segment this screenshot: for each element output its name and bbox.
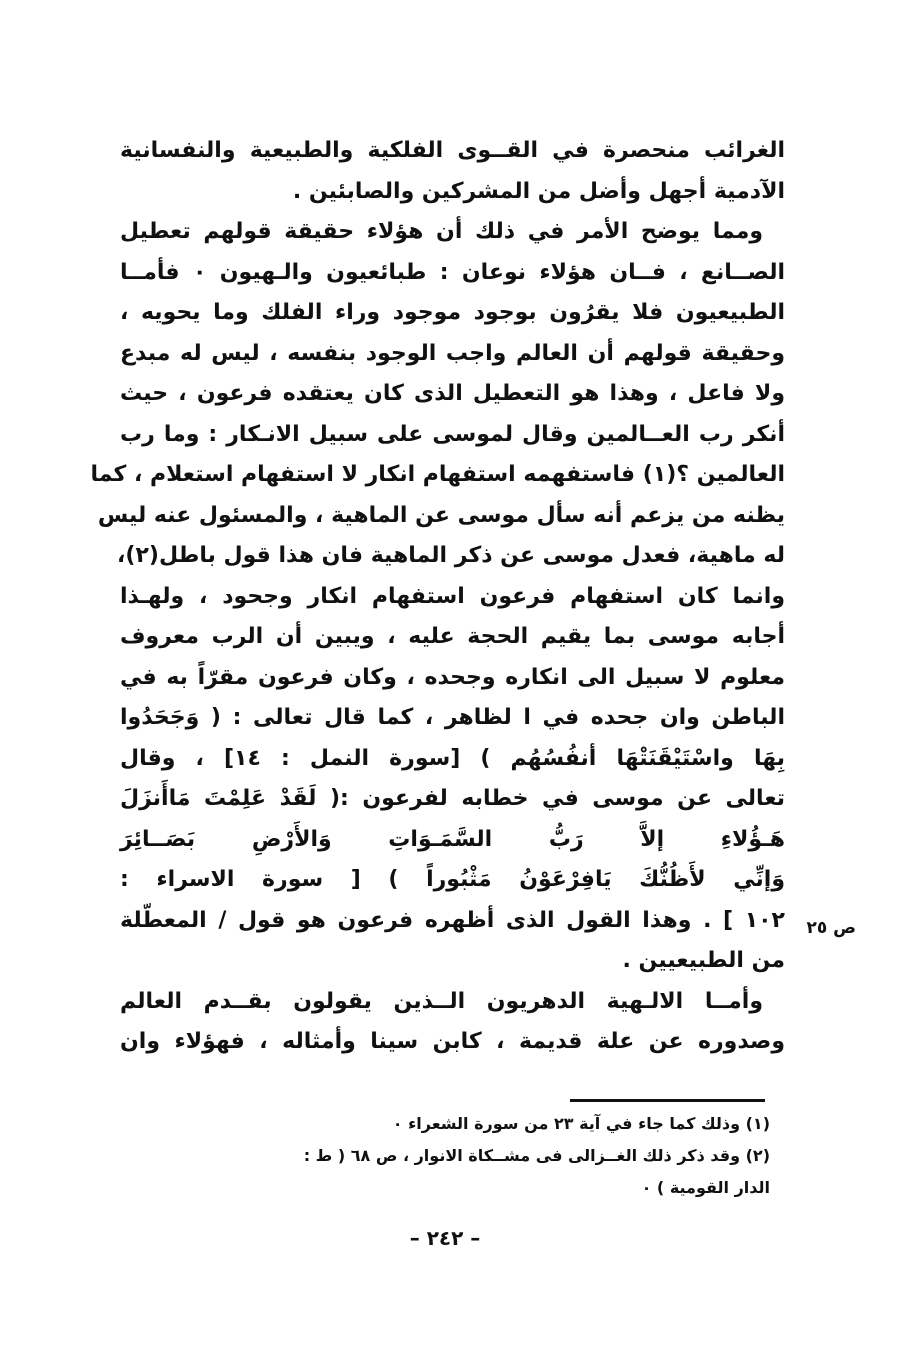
- body-line: أجابه موسى بما يقيم الحجة عليه ، ويبين أن الرب معروف: [120, 624, 785, 649]
- body-line: ولا فاعل ، وهذا هو التعطيل الذى كان يعتقده فرعون ، حيث: [120, 381, 785, 406]
- body-line: العالمين ؟(١) فاستفهمه استفهام انكار لا استفهام استعلام ، كما: [90, 462, 785, 487]
- body-line: الطبيعيون فلا يقرُون بوجود موجود وراء الفلك وما يحويه ،: [120, 300, 785, 325]
- body-line: من الطبيعيين .: [622, 948, 785, 973]
- body-line: تعالى عن موسى في خطابه لفرعون :( لَقَدْ عَلِمْتَ مَاأَنزَلَ: [120, 786, 785, 811]
- footnotes: [120, 1108, 770, 1204]
- body-line: هَـؤُلاءِ إلاَّ رَبُّ السَّمَـوَاتِ وَالأَرْضِ بَصَــائِرَ: [120, 826, 785, 852]
- body-line: بِهَا واسْتَيْقَنَتْهَا أنفُسُهُم ) [سورة النمل : ١٤] ، وقال: [120, 745, 785, 771]
- footnote: (٢) وقد ذكر ذلك الغــزالى فى مشــكاة الانوار ، ص ٦٨ ( ط :: [303, 1146, 770, 1165]
- page-number: – ٢٤٢ –: [409, 1226, 481, 1250]
- footnote: (١) وذلك كما جاء في آية ٢٣ من سورة الشعراء ٠: [392, 1114, 770, 1133]
- body-line: يظنه من يزعم أنه سأل موسى عن الماهية ، والمسئول عنه ليس: [97, 502, 785, 528]
- body-line: وَإنِّي لأَظُنُّكَ يَافِرْعَوْنُ مَثْبُوراً ) [ سورة الاسراء :: [120, 867, 785, 892]
- body-line: الآدمية أجهل وأضل من المشركين والصابئين .: [292, 178, 785, 204]
- body-line: أنكر رب العــالمين وقال لموسى على سبيل الانـكار : وما رب: [120, 421, 785, 447]
- body-line: الصــانع ، فــان هؤلاء نوعان : طبائعيون والـهيون ٠ فأمــا: [120, 259, 785, 285]
- body-line: ومما يوضح الأمر في ذلك أن هؤلاء حقيقة قولهم تعطيل: [120, 219, 763, 244]
- body-text: [90, 131, 785, 1063]
- body-line: الغرائب منحصرة في القــوى الفلكية والطبيعية والنفسانية: [120, 138, 785, 163]
- body-line: له ماهية، فعدل موسى عن ذكر الماهية فان هذا قول باطل(٢)،: [117, 543, 785, 568]
- body-line: وأمــا الالـهية الدهريون الــذين يقولون بقــدم العالم: [120, 988, 763, 1014]
- body-line: وانما كان استفهام فرعون استفهام انكار وجحود ، ولهـذا: [120, 583, 785, 609]
- margin-page-reference: ص ٢٥: [806, 918, 856, 938]
- body-line: الباطن وان جحده في ا لظاهر ، كما قال تعالى : ( وَجَحَدُوا: [120, 705, 785, 730]
- footnote: الدار القومية ) ٠: [641, 1178, 770, 1197]
- body-line: وصدوره عن علة قديمة ، كابن سينا وأمثاله ، فهؤلاء وان: [120, 1029, 785, 1054]
- footnote-separator: [570, 1099, 765, 1102]
- body-line: معلوم لا سبيل الى انكاره وجحده ، وكان فرعون مقرّاً به في: [120, 664, 785, 690]
- body-line: وحقيقة قولهم أن العالم واجب الوجود بنفسه ، ليس له مبدع: [120, 340, 785, 366]
- body-line: ١٠٢ ] . وهذا القول الذى أظهره فرعون هو قول / المعطّلة: [120, 907, 785, 933]
